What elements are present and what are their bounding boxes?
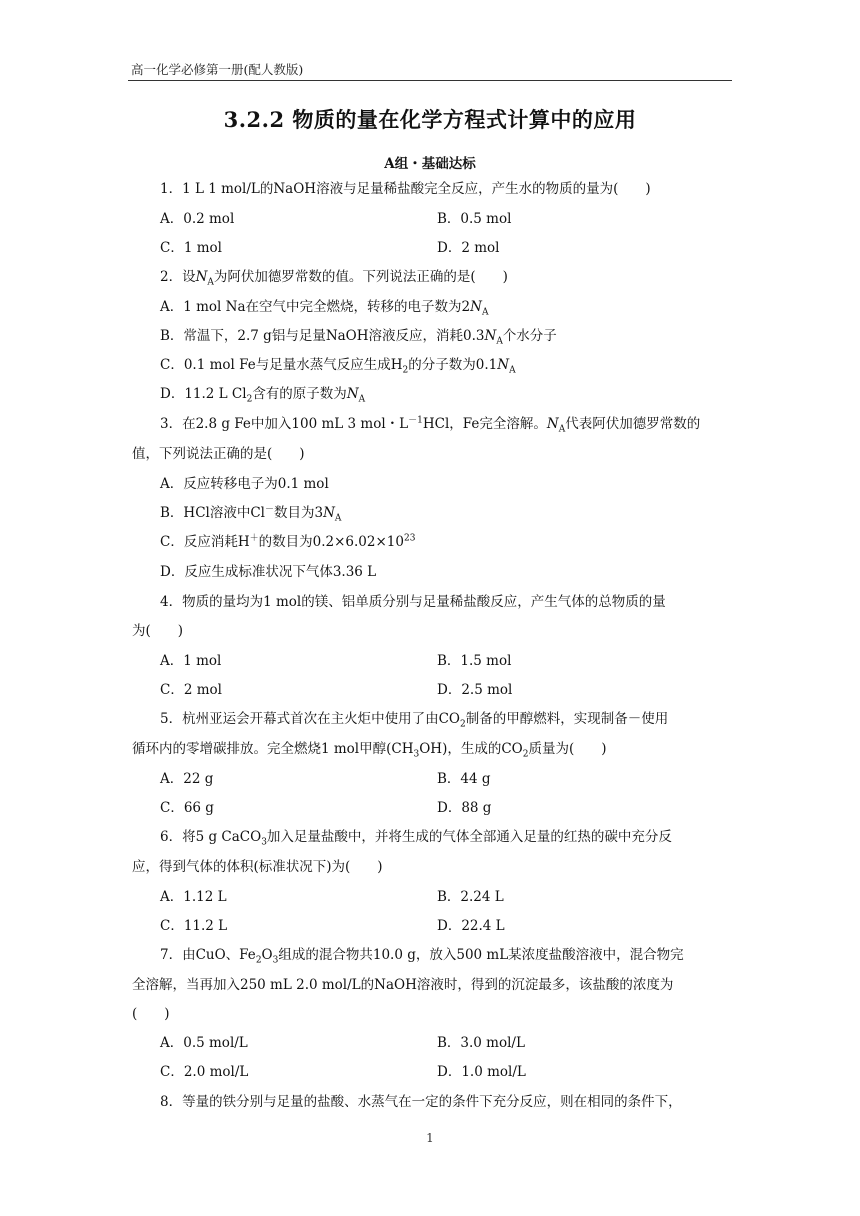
question-2-option-c: C．0.1 mol Fe与足量水蒸气反应生成$H_2$的分子数为$0.1N_A$ (160, 357, 516, 376)
question-6-option-c: C．11.2 L (160, 918, 228, 934)
question-7-option-b: B．3.0 mol/L (437, 1035, 525, 1051)
document-title: 3.2.2 物质的量在化学方程式计算中的应用 (223, 107, 637, 132)
question-2-option-a: A．1 mol Na在空气中完全燃烧，转移的电子数为$2N_A$ (160, 299, 489, 318)
header-rule (128, 80, 732, 81)
question-3-option-b: B．HCl溶液中Cl－数目为$3N_A$ (160, 504, 342, 524)
question-6-option-a: A．1.12 L (160, 889, 227, 905)
question-4-option-b: B．1.5 mol (437, 653, 512, 669)
question-5-stem-line-1: 5．杭州亚运会开幕式首次在主火炬中使用了由$CO_2$制备的甲醇燃料，实现制备－使用 (160, 711, 669, 730)
question-2-option-d: D．11.2 L $Cl_2$含有的原子数为$N_A$ (160, 386, 366, 405)
question-7-option-a: A．0.5 mol/L (160, 1035, 248, 1051)
question-4-stem-line-1: 4．物质的量均为1 mol的镁、铝单质分别与足量稀盐酸反应，产生气体的总物质的量 (160, 594, 666, 610)
question-7-stem-line-3: ( ) (132, 1006, 170, 1022)
question-7-option-c: C．2.0 mol/L (160, 1064, 249, 1080)
question-3-stem-line-1: 3．在2.8 g Fe中加入100 mL 3 mol・$L^{-1}HCl$，Fe完全溶解。$N_A$代表阿伏加德罗常数的 (160, 415, 701, 435)
question-4-option-a: A．1 mol (160, 653, 222, 669)
question-6-stem-line-2: 应，得到气体的体积(标准状况下)为( ) (132, 859, 383, 875)
question-6-stem-line-1: 6．将5 g CaCO$_3$加入足量盐酸中，并将生成的气体全部通入足量的红热的碳中充分反 (160, 829, 672, 848)
question-1-option-d: D．2 mol (437, 240, 500, 256)
question-6-option-d: D．22.4 L (437, 918, 505, 934)
question-4-option-d: D．2.5 mol (437, 682, 513, 698)
question-3-option-a: A．反应转移电子为0.1 mol (160, 476, 329, 492)
question-7-stem-line-2: 全溶解，当再加入250 mL 2.0 mol/L的NaOH溶液时，得到的沉淀最多，该盐酸的浓度为 (132, 977, 674, 993)
question-5-option-c: C．66 g (160, 800, 214, 816)
question-6-option-b: B．2.24 L (437, 889, 504, 905)
question-5-option-b: B．44 g (437, 771, 491, 787)
question-1-option-a: A．0.2 mol (160, 211, 235, 227)
question-2-option-b: B．常温下，2.7 g铝与足量NaOH溶液反应，消耗$0.3N_A$个水分子 (160, 328, 557, 347)
question-7-stem-line-1: 7．由CuO、$Fe_2O_3$组成的混合物共10.0 g，放入500 mL某浓度盐酸溶液中，混合物完 (160, 947, 684, 966)
running-header: 高一化学必修第一册(配人教版) (131, 62, 304, 77)
question-3-option-d: D．反应生成标准状况下气体3.36 L (160, 564, 377, 580)
question-1-stem: 1．1 L 1 mol/L的NaOH溶液与足量稀盐酸完全反应，产生水的物质的量为( ) (160, 181, 651, 197)
question-1-option-b: B．0.5 mol (437, 211, 512, 227)
question-3-option-c: C．反应消耗H＋的数目为$0.2\times 6.02\times 10^{23}$ (160, 533, 416, 550)
question-3-stem-line-2: 值，下列说法正确的是( ) (132, 446, 305, 462)
question-7-option-d: D．1.0 mol/L (437, 1064, 526, 1080)
question-4-stem-line-2: 为( ) (132, 623, 184, 639)
question-1-option-c: C．1 mol (160, 240, 222, 256)
question-4-option-c: C．2 mol (160, 682, 222, 698)
question-5-option-d: D．88 g (437, 800, 492, 816)
question-5-option-a: A．22 g (160, 771, 214, 787)
page-number: 1 (426, 1131, 434, 1145)
question-2-stem: 2．设$N_A$为阿伏加德罗常数的值。下列说法正确的是( ) (160, 269, 508, 288)
section-title: A组・基础达标 (384, 156, 476, 172)
question-5-stem-line-2: 循环内的零增碳排放。完全燃烧1 mol甲醇$(CH_3OH)$，生成的$CO_2$质量为( ) (132, 741, 607, 760)
question-8-stem-line-1: 8．等量的铁分别与足量的盐酸、水蒸气在一定的条件下充分反应，则在相同的条件下， (160, 1094, 682, 1110)
